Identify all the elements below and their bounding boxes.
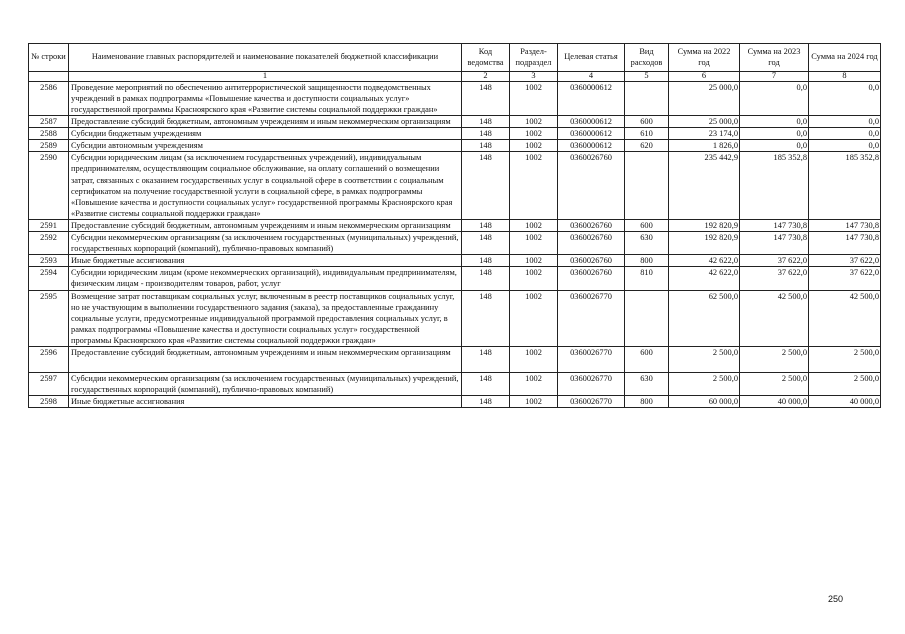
row-number: 2596 bbox=[29, 346, 69, 372]
row-sum-2023: 0,0 bbox=[740, 128, 809, 140]
row-section: 1002 bbox=[510, 373, 558, 396]
table-row bbox=[29, 346, 881, 372]
row-sum-2023: 0,0 bbox=[740, 116, 809, 128]
table-row bbox=[29, 219, 881, 231]
row-dept-code: 148 bbox=[462, 81, 510, 115]
row-expense-type: 630 bbox=[625, 232, 669, 255]
row-expense-type bbox=[625, 81, 669, 115]
row-sum-2022: 1 826,0 bbox=[669, 140, 740, 152]
row-sum-2023: 0,0 bbox=[740, 140, 809, 152]
column-number: 8 bbox=[809, 72, 881, 82]
row-target: 0360026770 bbox=[558, 373, 625, 396]
row-sum-2024: 42 500,0 bbox=[809, 290, 881, 346]
row-dept-code: 148 bbox=[462, 255, 510, 267]
row-sum-2022: 62 500,0 bbox=[669, 290, 740, 346]
column-number: 2 bbox=[462, 72, 510, 82]
row-expense-type bbox=[625, 152, 669, 220]
column-number: 6 bbox=[669, 72, 740, 82]
row-section: 1002 bbox=[510, 116, 558, 128]
row-section: 1002 bbox=[510, 290, 558, 346]
column-number: 4 bbox=[558, 72, 625, 82]
row-expense-type: 620 bbox=[625, 140, 669, 152]
row-expense-type: 800 bbox=[625, 255, 669, 267]
row-target: 0360026760 bbox=[558, 152, 625, 220]
row-name: Субсидии юридическим лицам (кроме некоммерческих организаций), индивидуальным предпринимателям, физическим лицам - производителям товаров, работ, услуг bbox=[69, 267, 462, 290]
row-sum-2022: 25 000,0 bbox=[669, 116, 740, 128]
row-name: Субсидии некоммерческим организациям (за исключением государственных (муниципальных) учреждений, государственных корпораций (компаний), публично-правовых компаний) bbox=[69, 373, 462, 396]
row-number: 2586 bbox=[29, 81, 69, 115]
row-name: Субсидии автономным учреждениям bbox=[69, 140, 462, 152]
row-name: Предоставление субсидий бюджетным, автономным учреждениям и иным некоммерческим организациям bbox=[69, 219, 462, 231]
row-number: 2593 bbox=[29, 255, 69, 267]
row-dept-code: 148 bbox=[462, 232, 510, 255]
row-section: 1002 bbox=[510, 219, 558, 231]
row-sum-2022: 42 622,0 bbox=[669, 255, 740, 267]
header-sum-2024: Сумма на 2024 год bbox=[809, 44, 881, 72]
row-number: 2597 bbox=[29, 373, 69, 396]
column-number: 1 bbox=[69, 72, 462, 82]
column-number-row bbox=[29, 72, 881, 82]
row-name: Иные бюджетные ассигнования bbox=[69, 255, 462, 267]
row-sum-2024: 37 622,0 bbox=[809, 255, 881, 267]
header-expense-type: Вид расходов bbox=[625, 44, 669, 72]
row-section: 1002 bbox=[510, 346, 558, 372]
row-expense-type: 630 bbox=[625, 373, 669, 396]
row-sum-2024: 0,0 bbox=[809, 128, 881, 140]
row-section: 1002 bbox=[510, 152, 558, 220]
table-row bbox=[29, 140, 881, 152]
row-sum-2024: 0,0 bbox=[809, 81, 881, 115]
row-dept-code: 148 bbox=[462, 140, 510, 152]
row-sum-2022: 192 820,9 bbox=[669, 219, 740, 231]
column-number: 7 bbox=[740, 72, 809, 82]
page-number: 250 bbox=[828, 594, 844, 604]
row-dept-code: 148 bbox=[462, 396, 510, 408]
row-sum-2022: 25 000,0 bbox=[669, 81, 740, 115]
header-dept-code: Код ведомства bbox=[462, 44, 510, 72]
row-expense-type: 810 bbox=[625, 267, 669, 290]
row-sum-2024: 185 352,8 bbox=[809, 152, 881, 220]
budget-table-page bbox=[28, 43, 880, 408]
row-name: Иные бюджетные ассигнования bbox=[69, 396, 462, 408]
row-sum-2023: 2 500,0 bbox=[740, 346, 809, 372]
row-target: 0360026760 bbox=[558, 255, 625, 267]
row-number: 2598 bbox=[29, 396, 69, 408]
header-name: Наименование главных распорядителей и наименование показателей бюджетной классификации bbox=[69, 44, 462, 72]
row-section: 1002 bbox=[510, 128, 558, 140]
row-target: 0360000612 bbox=[558, 116, 625, 128]
header-row-no: № строки bbox=[29, 44, 69, 72]
row-name: Предоставление субсидий бюджетным, автономным учреждениям и иным некоммерческим организациям bbox=[69, 346, 462, 372]
row-number: 2588 bbox=[29, 128, 69, 140]
table-row bbox=[29, 290, 881, 346]
row-dept-code: 148 bbox=[462, 290, 510, 346]
row-section: 1002 bbox=[510, 140, 558, 152]
row-number: 2591 bbox=[29, 219, 69, 231]
row-sum-2024: 0,0 bbox=[809, 140, 881, 152]
row-sum-2022: 23 174,0 bbox=[669, 128, 740, 140]
row-dept-code: 148 bbox=[462, 267, 510, 290]
row-sum-2024: 0,0 bbox=[809, 116, 881, 128]
row-target: 0360026760 bbox=[558, 219, 625, 231]
table-row bbox=[29, 232, 881, 255]
table-row bbox=[29, 116, 881, 128]
row-sum-2023: 147 730,8 bbox=[740, 219, 809, 231]
header-section: Раздел-подраздел bbox=[510, 44, 558, 72]
row-name: Предоставление субсидий бюджетным, автономным учреждениям и иным некоммерческим организациям bbox=[69, 116, 462, 128]
table-row bbox=[29, 128, 881, 140]
table-body bbox=[29, 81, 881, 408]
row-name: Возмещение затрат поставщикам социальных услуг, включенным в реестр поставщиков социальных услуг, но не участвующим в выполнении государственного задания (заказа), за предоставленные гражданину социальные услуги, предусмотренные индивидуальной программой предоставления социальных услуг, в рамках подпрограммы «Повышение качества и доступности социальных услуг» государственной программы Красноярского края «Развитие системы социальной поддержки граждан» bbox=[69, 290, 462, 346]
row-target: 0360000612 bbox=[558, 81, 625, 115]
row-number: 2594 bbox=[29, 267, 69, 290]
row-section: 1002 bbox=[510, 267, 558, 290]
row-sum-2024: 37 622,0 bbox=[809, 267, 881, 290]
row-sum-2022: 60 000,0 bbox=[669, 396, 740, 408]
row-sum-2023: 147 730,8 bbox=[740, 232, 809, 255]
row-number: 2589 bbox=[29, 140, 69, 152]
row-target: 0360026760 bbox=[558, 232, 625, 255]
row-number: 2590 bbox=[29, 152, 69, 220]
row-dept-code: 148 bbox=[462, 116, 510, 128]
row-dept-code: 148 bbox=[462, 128, 510, 140]
row-sum-2022: 192 820,9 bbox=[669, 232, 740, 255]
row-sum-2023: 37 622,0 bbox=[740, 267, 809, 290]
row-expense-type: 600 bbox=[625, 116, 669, 128]
row-expense-type bbox=[625, 290, 669, 346]
column-number: 5 bbox=[625, 72, 669, 82]
row-dept-code: 148 bbox=[462, 219, 510, 231]
table-row bbox=[29, 396, 881, 408]
row-name: Субсидии юридическим лицам (за исключением государственных учреждений), индивидуальным предпринимателям, осуществляющим социальное обслуживание, на оплату соглашений о возмещении затрат, связанных с оказанием государственных услуг в социальной сфере в соответствии с социальным сертификатом на получение государственной услуги в социальной сфере, в рамках подпрограммы «Повышение качества и доступности социальных услуг» государственной программы Красноярского края «Развитие системы социальной поддержки граждан» bbox=[69, 152, 462, 220]
row-section: 1002 bbox=[510, 396, 558, 408]
header-target: Целевая статья bbox=[558, 44, 625, 72]
row-expense-type: 600 bbox=[625, 219, 669, 231]
row-sum-2022: 42 622,0 bbox=[669, 267, 740, 290]
row-target: 0360026770 bbox=[558, 346, 625, 372]
row-sum-2023: 42 500,0 bbox=[740, 290, 809, 346]
table-row bbox=[29, 152, 881, 220]
row-sum-2022: 235 442,9 bbox=[669, 152, 740, 220]
row-expense-type: 600 bbox=[625, 346, 669, 372]
row-dept-code: 148 bbox=[462, 152, 510, 220]
row-number: 2592 bbox=[29, 232, 69, 255]
row-target: 0360000612 bbox=[558, 140, 625, 152]
table-row bbox=[29, 255, 881, 267]
row-expense-type: 800 bbox=[625, 396, 669, 408]
table-row bbox=[29, 81, 881, 115]
table-row bbox=[29, 373, 881, 396]
row-sum-2022: 2 500,0 bbox=[669, 373, 740, 396]
row-sum-2024: 2 500,0 bbox=[809, 346, 881, 372]
row-dept-code: 148 bbox=[462, 346, 510, 372]
row-section: 1002 bbox=[510, 232, 558, 255]
column-number bbox=[29, 72, 69, 82]
row-sum-2024: 147 730,8 bbox=[809, 232, 881, 255]
row-sum-2024: 147 730,8 bbox=[809, 219, 881, 231]
row-sum-2023: 0,0 bbox=[740, 81, 809, 115]
header-sum-2023: Сумма на 2023 год bbox=[740, 44, 809, 72]
table-row bbox=[29, 267, 881, 290]
row-expense-type: 610 bbox=[625, 128, 669, 140]
row-number: 2587 bbox=[29, 116, 69, 128]
row-sum-2023: 2 500,0 bbox=[740, 373, 809, 396]
row-name: Субсидии бюджетным учреждениям bbox=[69, 128, 462, 140]
row-sum-2023: 40 000,0 bbox=[740, 396, 809, 408]
row-name: Субсидии некоммерческим организациям (за исключением государственных (муниципальных) учреждений, государственных корпораций (компаний), публично-правовых компаний) bbox=[69, 232, 462, 255]
row-number: 2595 bbox=[29, 290, 69, 346]
row-target: 0360026760 bbox=[558, 267, 625, 290]
row-name: Проведение мероприятий по обеспечению антитеррористической защищенности подведомственных учреждений в рамках подпрограммы «Повышение качества и доступности социальных услуг» государственной программы Красноярского края «Развитие системы социальной поддержки граждан» bbox=[69, 81, 462, 115]
header-row bbox=[29, 44, 881, 72]
row-sum-2022: 2 500,0 bbox=[669, 346, 740, 372]
row-target: 0360000612 bbox=[558, 128, 625, 140]
row-section: 1002 bbox=[510, 81, 558, 115]
row-sum-2023: 37 622,0 bbox=[740, 255, 809, 267]
row-target: 0360026770 bbox=[558, 396, 625, 408]
row-target: 0360026770 bbox=[558, 290, 625, 346]
row-section: 1002 bbox=[510, 255, 558, 267]
row-sum-2024: 2 500,0 bbox=[809, 373, 881, 396]
row-sum-2023: 185 352,8 bbox=[740, 152, 809, 220]
column-number: 3 bbox=[510, 72, 558, 82]
row-sum-2024: 40 000,0 bbox=[809, 396, 881, 408]
row-dept-code: 148 bbox=[462, 373, 510, 396]
budget-table bbox=[28, 43, 881, 408]
header-sum-2022: Сумма на 2022 год bbox=[669, 44, 740, 72]
